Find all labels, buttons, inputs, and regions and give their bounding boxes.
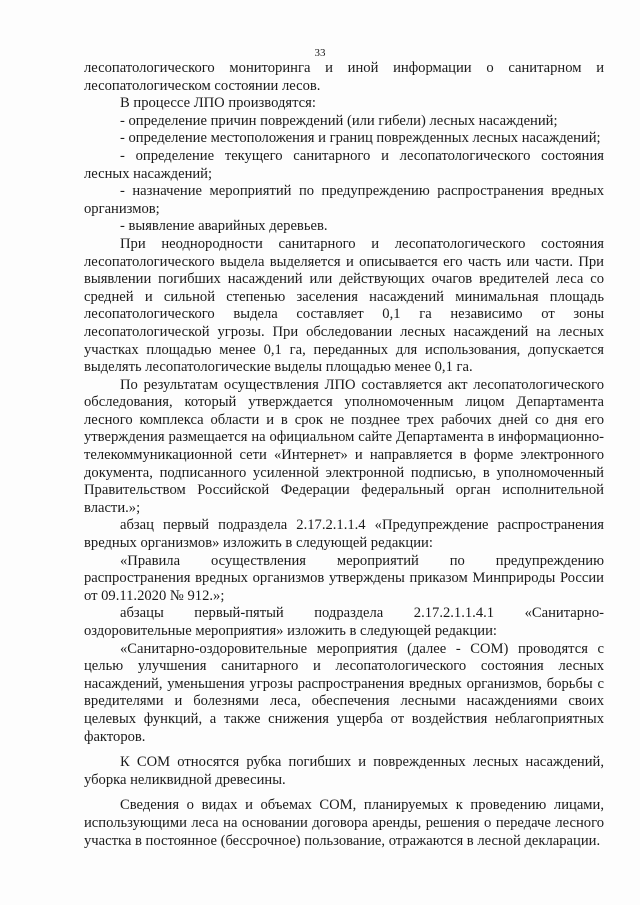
- paragraph: абзац первый подраздела 2.17.2.1.1.4 «Предупреждение распространения вредных организмов» изложить в следующей редакции:: [84, 517, 604, 552]
- list-item: - определение причин повреждений (или гибели) лесных насаждений;: [120, 112, 558, 129]
- paragraph: По результатам осуществления ЛПО составляется акт лесопатологического обследования, который утверждается уполномоченным лицом Департамента лесного комплекса области и в срок не позднее трех рабочих дней со дня его утверждения размещается на официальном сайте Департамента в информационно-телекоммуникационной сети «Интернет» и направляется в форме электронного документа, подписанного усиленной электронной подписью, в уполномоченный Правительством Российской Федерации федеральный орган исполнительной власти.»;: [84, 376, 604, 516]
- paragraph: лесопатологического мониторинга и иной информации о санитарном и лесопатологическом состоянии лесов.: [84, 60, 604, 94]
- paragraph: «Санитарно-оздоровительные мероприятия (далее - СОМ) проводятся с целью улучшения санитарного и лесопатологического состояния лесных насаждений, уменьшения угрозы распространения вредных организмов, борьбы с вредителями и болезнями леса, обеспечения лесными насаждениями своих целевых функций, а также снижения ущерба от воздействия неблагоприятных факторов.: [84, 640, 604, 745]
- paragraph: К СОМ относятся рубка погибших и поврежденных лесных насаждений, уборка неликвидной древесины.: [84, 754, 604, 788]
- paragraph: При неоднородности санитарного и лесопатологического состояния лесопатологического выдела выделяется и описывается его часть или части. При выявлении погибших насаждений или действующих очагов вредителей леса со средней и сильной степенью заселения насаждений минимальная площадь лесопатологического выдела составляет 0,1 га независимо от зоны лесопатологической угрозы. При обследовании лесных насаждений на лесных участках площадью менее 0,1 га, переданных для использования, допускается выделять лесопатологические выделы площадью менее 0,1 га.: [84, 235, 604, 376]
- list-item: - выявление аварийных деревьев.: [120, 218, 328, 235]
- page-number: 33: [314, 47, 326, 59]
- list-item: - определение местоположения и границ поврежденных лесных насаждений;: [120, 130, 601, 147]
- list-item: - назначение мероприятий по предупреждению распространения вредных организмов;: [84, 183, 604, 217]
- list-item: - определение текущего санитарного и лесопатологического состояния лесных насаждений;: [84, 147, 604, 182]
- paragraph: Сведения о видах и объемах СОМ, планируемых к проведению лицами, использующими леса на основании договора аренды, решения о передаче лесного участка в постоянное (бессрочное) пользование, отражаются в лесной декларации.: [84, 797, 604, 849]
- paragraph: абзацы первый-пятый подраздела 2.17.2.1.1.4.1 «Санитарно-оздоровительные мероприятия» изложить в следующей редакции:: [84, 605, 604, 639]
- body-text: [84, 60, 604, 850]
- paragraph: «Правила осуществления мероприятий по предупреждению распространения вредных организмов утверждены приказом Минприроды России от 09.11.2020 № 912.»;: [84, 552, 604, 604]
- paragraph: В процессе ЛПО производятся:: [120, 95, 316, 112]
